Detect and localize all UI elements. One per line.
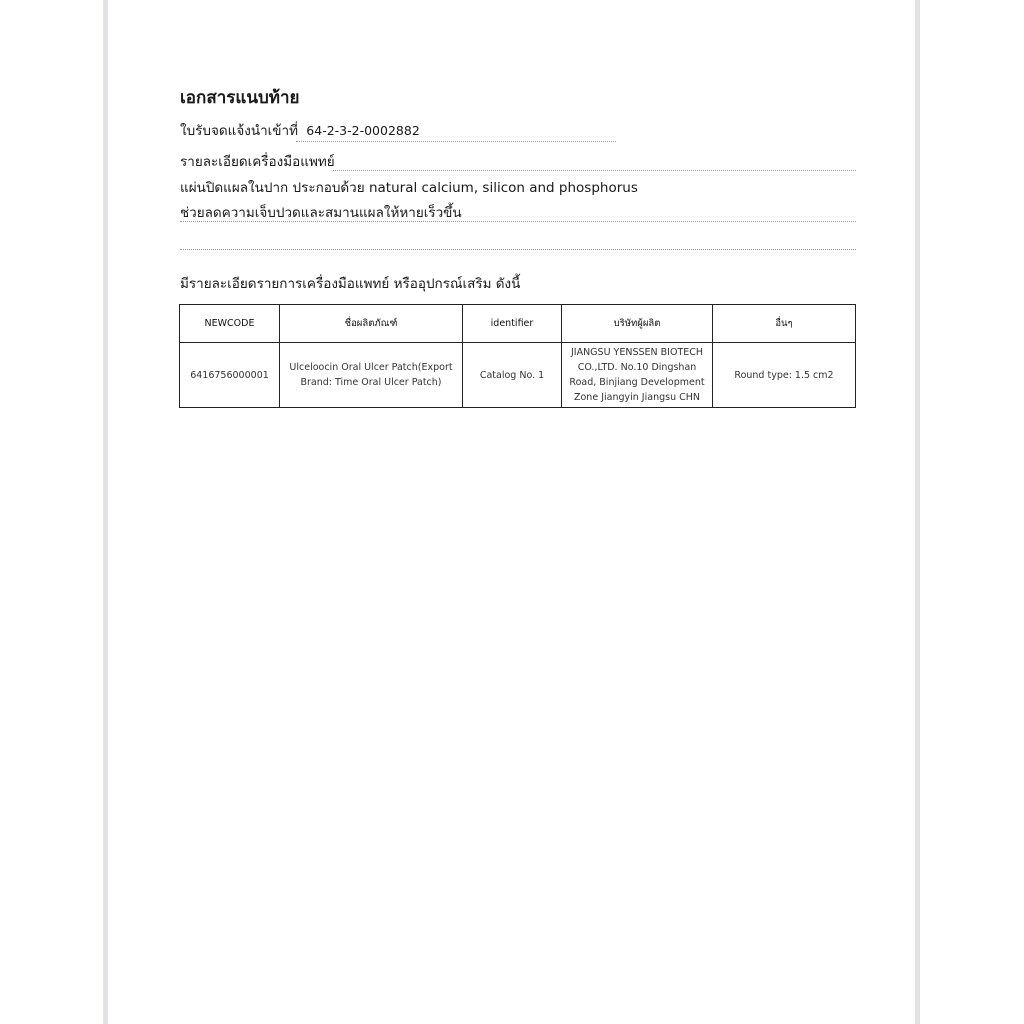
device-detail-dotted-line xyxy=(333,170,856,171)
description-line-2: ช่วยลดความเจ็บปวดและสมานแผลให้หายเร็วขึ้น xyxy=(180,205,462,221)
document-title: เอกสารแนบท้าย xyxy=(180,88,300,108)
page-right-shadow xyxy=(915,0,920,1024)
description-line-1: แผ่นปิดแผลในปาก ประกอบด้วย natural calcium, silicon and phosphorus xyxy=(180,180,638,196)
header-other: อื่นๆ xyxy=(713,305,856,343)
device-list-heading: มีรายละเอียดรายการเครื่องมือแพทย์ หรืออุปกรณ์เสริม ดังนี้ xyxy=(180,276,521,292)
table-row xyxy=(180,343,856,408)
registration-dotted-line xyxy=(296,141,616,142)
description-dotted-line-2 xyxy=(180,249,856,250)
device-table xyxy=(179,304,856,408)
cell-product-name: Ulceloocin Oral Ulcer Patch(Export Brand: Time Oral Ulcer Patch) xyxy=(280,343,463,408)
table-header-row xyxy=(180,305,856,343)
device-detail-label: รายละเอียดเครื่องมือแพทย์ xyxy=(180,154,335,170)
registration-label: ใบรับจดแจ้งนำเข้าที่ xyxy=(180,123,298,139)
header-identifier: identifier xyxy=(463,305,562,343)
header-manufacturer: บริษัทผู้ผลิต xyxy=(562,305,713,343)
registration-number: 64-2-3-2-0002882 xyxy=(306,123,420,138)
description-dotted-line-1 xyxy=(180,221,856,222)
cell-manufacturer: JIANGSU YENSSEN BIOTECH CO.,LTD. No.10 Dingshan Road, Binjiang Development Zone Jiangyin Jiangsu CHN xyxy=(562,343,713,408)
header-newcode: NEWCODE xyxy=(180,305,280,343)
cell-other: Round type: 1.5 cm2 xyxy=(713,343,856,408)
cell-newcode: 6416756000001 xyxy=(180,343,280,408)
cell-identifier: Catalog No. 1 xyxy=(463,343,562,408)
header-product-name: ชื่อผลิตภัณฑ์ xyxy=(280,305,463,343)
registration-line xyxy=(180,119,420,141)
